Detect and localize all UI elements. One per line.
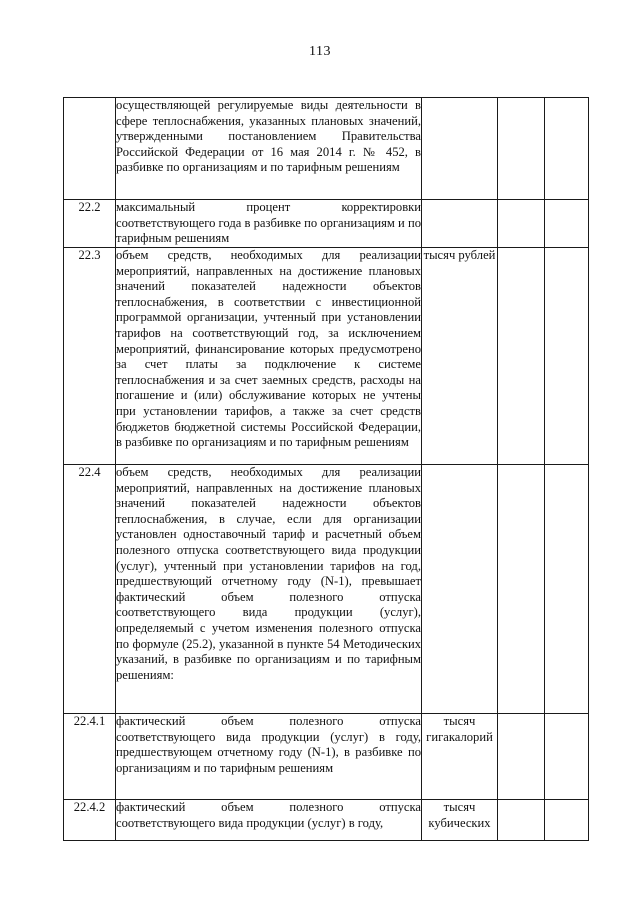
table-row-continuation	[64, 98, 589, 200]
row-unit-cell: тысяч рублей	[422, 248, 498, 465]
row-description-cell	[116, 200, 422, 248]
row-description-text: осуществляющей регулируемые виды деятельности в сфере теплоснабжения, указанных плановых значений, утвержденными постановлением Правительства Российской Федерации от 16 мая 2014 г. № 452, в разбивке по организациям и по тарифным решениям	[116, 98, 421, 175]
row-description-cell	[116, 800, 422, 841]
table-row-22-4	[64, 465, 589, 714]
row-description-cell	[116, 714, 422, 800]
row-value-cell-1	[498, 714, 545, 800]
row-value-cell-1	[498, 248, 545, 465]
row-value-cell-2	[545, 248, 589, 465]
row-value-cell-1	[498, 800, 545, 841]
row-unit-cell: тысяч гигакалорий	[422, 714, 498, 800]
row-unit-cell: тысяч кубических	[422, 800, 498, 841]
row-value-cell-2	[545, 465, 589, 714]
row-description-text: объем средств, необходимых для реализации мероприятий, направленных на достижение плановых значений показателей надежности объектов теплоснабжения, в случае, если для организации установлен одноставочный тариф и расчетный объем полезного отпуска соответствующего вида продукции (услуг), учтенный при установлении тарифов на год, предшествующий отчетному году (N-1), превышает фактический объем полезного отпуска соответствующего вида продукции (услуг), определяемый с учетом изменения полезного отпуска по формуле (25.2), указанной в пункте 54 Методических указаний, в разбивке по организациям и по тарифным решениям:	[116, 465, 421, 682]
row-value-cell-1	[498, 465, 545, 714]
row-number-cell: 22.4.2	[64, 800, 116, 841]
table-row-22-4-1	[64, 714, 589, 800]
row-unit-cell	[422, 98, 498, 200]
row-value-cell-1	[498, 98, 545, 200]
row-number-cell: 22.4	[64, 465, 116, 714]
row-number-cell: 22.2	[64, 200, 116, 248]
row-value-cell-2	[545, 200, 589, 248]
table-row-22-4-2	[64, 800, 589, 841]
table-row-22-2	[64, 200, 589, 248]
row-number-cell	[64, 98, 116, 200]
row-description-cell	[116, 248, 422, 465]
row-unit-cell	[422, 465, 498, 714]
row-value-cell-1	[498, 200, 545, 248]
row-number-cell: 22.3	[64, 248, 116, 465]
row-description-cell	[116, 465, 422, 714]
row-description-text: объем средств, необходимых для реализации мероприятий, направленных на достижение плановых значений показателей надежности объектов теплоснабжения, в соответствии с инвестиционной программой организации, учтенный при установлении тарифов на соответствующий год, за исключением мероприятий, финансирование которых предусмотрено за счет платы за подключение к системе теплоснабжения и за счет заемных средств, расходы на погашение и (или) обслуживание которых не учтены при установлении тарифов, а также за счет средств бюджетов бюджетной системы Российской Федерации, в разбивке по организациям и по тарифным решениям	[116, 248, 421, 450]
row-description-text: фактический объем полезного отпуска соответствующего вида продукции (услуг) в году, предшествующем отчетному году (N-1), в разбивке по организациям и по тарифным решениям	[116, 714, 421, 775]
row-value-cell-2	[545, 98, 589, 200]
row-number-cell: 22.4.1	[64, 714, 116, 800]
row-description-cell	[116, 98, 422, 200]
indicators-table	[63, 97, 589, 841]
row-description-text: фактический объем полезного отпуска соответствующего вида продукции (услуг) в году,	[116, 800, 421, 830]
page-number: 113	[309, 44, 331, 59]
row-value-cell-2	[545, 714, 589, 800]
row-value-cell-2	[545, 800, 589, 841]
row-unit-cell	[422, 200, 498, 248]
row-description-text: максимальный процент корректировки соответствующего года в разбивке по организациям и по тарифным решениям	[116, 200, 421, 246]
table-row-22-3	[64, 248, 589, 465]
